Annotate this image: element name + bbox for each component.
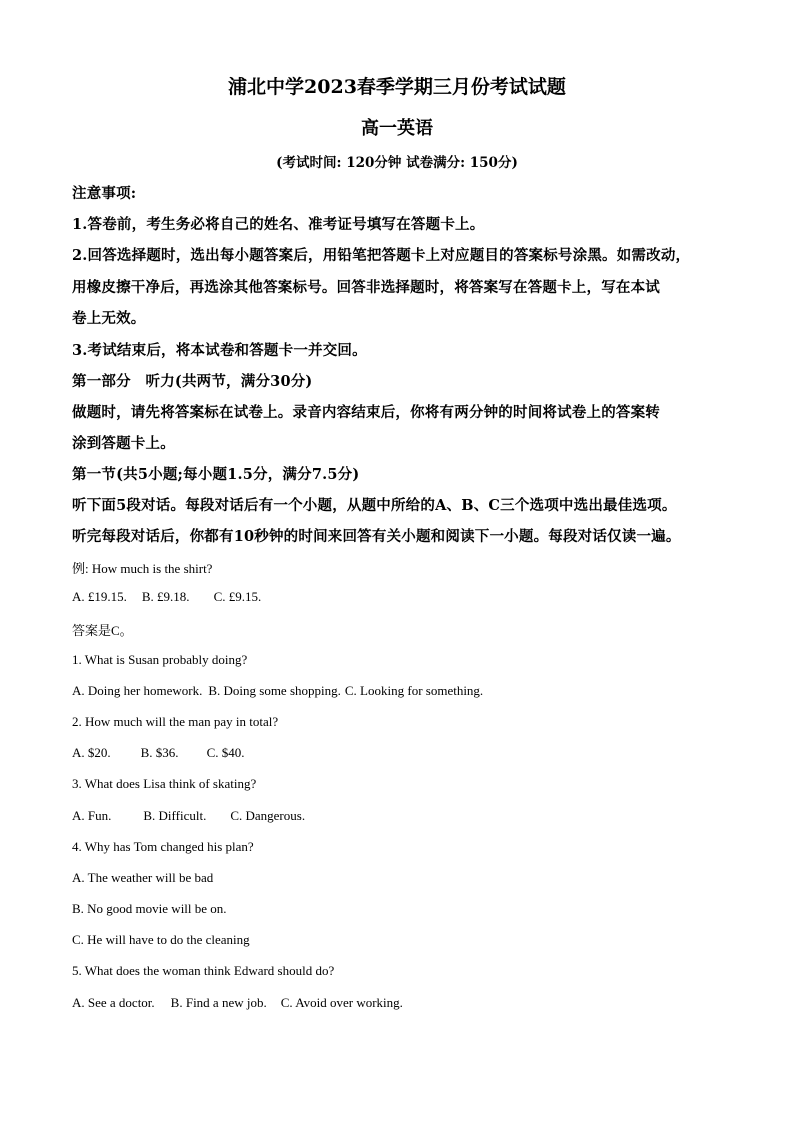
question-1-option-b: B. Doing some shopping. (208, 683, 341, 698)
question-3-option-c: C. Dangerous. (230, 808, 306, 823)
question-4-option-b: B. No good movie will be on. (72, 901, 227, 916)
question-2-option-a: A. $20. (72, 745, 111, 760)
question-5-option-a: A. See a doctor. (72, 995, 155, 1010)
section1-instruction-line-2: 听完每段对话后，你都有10秒钟的时间来回答有关小题和阅读下一小题。每段对话仅读一遍。 (72, 528, 681, 545)
exam-info: (考试时间: 120分钟 试卷满分: 150分) (276, 155, 518, 171)
part1-heading: 第一部分 听力(共两节，满分30分) (72, 373, 313, 390)
question-2: 2. How much will the man pay in total? (72, 714, 279, 729)
question-3-options (72, 808, 305, 824)
subject-title: 高一英语 (361, 118, 433, 139)
example-option-b: B. £9.18. (141, 589, 190, 604)
question-1-option-a: A. Doing her homework. (72, 683, 203, 698)
question-3: 3. What does Lisa think of skating? (72, 776, 257, 791)
section1-heading: 第一节(共5小题;每小题1.5分，满分7.5分) (72, 466, 360, 483)
example-option-c: C. £9.15. (213, 589, 262, 604)
question-3-option-b: B. Difficult. (143, 808, 207, 823)
question-5-options (72, 995, 403, 1011)
note-item-3: 3.考试结束后，将本试卷和答题卡一并交回。 (72, 342, 367, 359)
note-item-2-line-3: 卷上无效。 (72, 310, 146, 327)
question-1-options (72, 683, 483, 699)
example-question: 例: How much is the shirt? (72, 561, 213, 576)
exam-title: 浦北中学2023春季学期三月份考试试题 (228, 76, 566, 98)
question-5-option-b: B. Find a new job. (170, 995, 267, 1010)
question-5: 5. What does the woman think Edward should do? (72, 963, 335, 978)
question-2-options (72, 745, 244, 761)
question-3-option-a: A. Fun. (72, 808, 112, 823)
question-1-option-c: C. Looking for something. (344, 683, 484, 698)
question-2-option-c: C. $40. (206, 745, 245, 760)
example-option-a: A. £19.15. (72, 589, 127, 604)
part1-instruction-line-2: 涂到答题卡上。 (72, 435, 175, 452)
question-4-option-c: C. He will have to do the cleaning (72, 932, 250, 947)
note-item-2-line-1: 2.回答选择题时，选出每小题答案后，用铅笔把答题卡上对应题目的答案标号涂黑。如需改动， (72, 247, 691, 264)
question-4: 4. Why has Tom changed his plan? (72, 839, 254, 854)
question-1: 1. What is Susan probably doing? (72, 652, 248, 667)
notes-heading: 注意事项: (72, 185, 137, 202)
section1-instruction-line-1: 听下面5段对话。每段对话后有一个小题，从题中所给的A、B、C三个选项中选出最佳选项。 (72, 497, 677, 514)
example-answer: 答案是C。 (72, 623, 133, 638)
example-options (72, 589, 261, 605)
note-item-2-line-2: 用橡皮擦干净后，再选涂其他答案标号。回答非选择题时，将答案写在答题卡上，写在本试 (72, 279, 660, 296)
part1-instruction-line-1: 做题时，请先将答案标在试卷上。录音内容结束后，你将有两分钟的时间将试卷上的答案转 (72, 404, 660, 421)
note-item-1: 1.答卷前，考生务必将自己的姓名、准考证号填写在答题卡上。 (72, 216, 485, 233)
question-4-option-a: A. The weather will be bad (72, 870, 214, 885)
question-5-option-c: C. Avoid over working. (280, 995, 403, 1010)
question-2-option-b: B. $36. (140, 745, 179, 760)
